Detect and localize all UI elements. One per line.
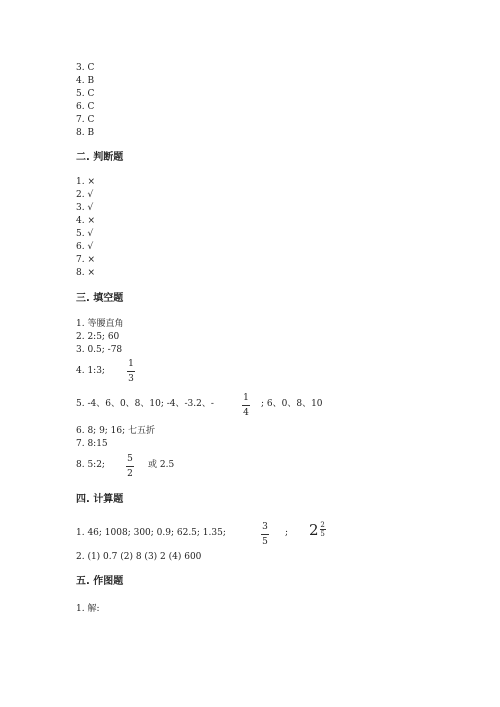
fraction-bar [261, 534, 269, 535]
fraction [240, 393, 252, 418]
mixed-number-whole: 2 [309, 520, 319, 539]
answer-line: 1. × [76, 177, 95, 187]
fraction [320, 521, 326, 538]
fraction-numerator: 2 [320, 521, 325, 529]
answer-line: 7. × [76, 255, 95, 265]
section-heading: 五. 作图题 [76, 576, 124, 587]
answer-line: 5. √ [76, 229, 94, 239]
fraction-denominator: 4 [243, 408, 249, 418]
fraction [125, 359, 137, 384]
answer-line: 4. × [76, 216, 95, 226]
answer-line: 8. 5:2; [76, 460, 105, 470]
fraction-numerator: 1 [128, 359, 134, 369]
answer-line: 6. √ [76, 242, 94, 252]
fraction-denominator: 3 [128, 374, 134, 384]
fraction-bar [126, 466, 134, 467]
answer-line-tail: ; 6、0、8、10 [261, 399, 323, 409]
answer-line: 3. 0.5; -78 [76, 345, 123, 355]
answer-line: 3. √ [76, 203, 94, 213]
answer-line: 3. C [76, 63, 95, 73]
answer-line: 6. C [76, 102, 95, 112]
section-heading: 四. 计算题 [76, 494, 124, 505]
answer-line: 1. 解: [76, 604, 100, 614]
fraction [259, 522, 271, 547]
fraction [124, 454, 136, 479]
answer-line: 4. 1:3; [76, 366, 105, 376]
section-heading: 三. 填空题 [76, 293, 124, 304]
answer-line: 5. -4、6、0、8、10; -4、-3.2、- [76, 399, 214, 409]
fraction-numerator: 1 [243, 393, 249, 403]
answer-line: 4. B [76, 76, 95, 86]
answer-line: 8. × [76, 268, 95, 278]
answer-line: 5. C [76, 89, 95, 99]
fraction-denominator: 5 [262, 537, 268, 547]
answer-line: 1. 46; 1008; 300; 0.9; 62.5; 1.35; [76, 528, 226, 538]
answer-line-tail: 或 2.5 [148, 460, 175, 470]
answer-line: 7. 8:15 [76, 439, 108, 449]
answer-line: 2. √ [76, 190, 94, 200]
fraction-bar [127, 371, 135, 372]
fraction-denominator: 2 [127, 469, 133, 479]
answer-line: 2. (1) 0.7 (2) 8 (3) 2 (4) 600 [76, 552, 202, 562]
fraction-numerator: 3 [262, 522, 268, 532]
answer-line: 2. 2:5; 60 [76, 332, 120, 342]
fraction-bar [242, 405, 250, 406]
section-heading: 二. 判断题 [76, 152, 124, 163]
answer-line: 6. 8; 9; 16; 七五折 [76, 426, 156, 436]
answer-line: 1. 等腰直角 [76, 319, 124, 329]
answer-line: 8. B [76, 128, 95, 138]
fraction-numerator: 5 [127, 454, 133, 464]
fraction-denominator: 5 [320, 530, 325, 538]
mixed-number [309, 521, 326, 538]
separator: ; [285, 528, 289, 538]
answer-line: 7. C [76, 115, 95, 125]
